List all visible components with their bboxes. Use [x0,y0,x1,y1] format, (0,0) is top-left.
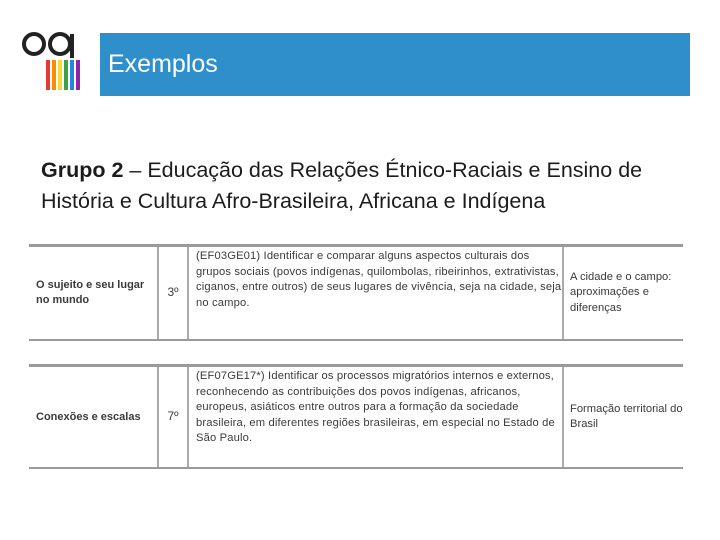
slide-subtitle [41,155,701,217]
theme-cell: O sujeito e seu lugar no mundo [36,279,145,306]
year-cell: 7º [157,367,187,467]
curriculum-table-2 [29,364,683,469]
knowledge-object-cell: Formação territorial do Brasil [562,367,683,467]
knowledge-object-cell: A cidade e o campo: aproximações e diferenças [562,247,683,339]
header-bar [100,33,690,96]
group-description: – Educação das Relações Étnico-Raciais e Ensino de História e Cultura Afro-Brasileira, Africana e Indígena [41,158,643,213]
group-label: Grupo 2 [41,158,124,182]
page-title: Exemplos [108,50,218,78]
year-cell: 3º [157,247,187,339]
skill-cell: (EF07GE17*) Identificar os processos migratórios internos e externos, reconhecendo as contribuições dos povos indígenas, africanos, europeus, asiáticos entre outros para a formação da sociedade brasileira, em diferentes regiões brasileiras, em especial no Estado de São Paulo. [187,367,562,467]
curriculum-table-1 [29,244,683,341]
theme-cell: Conexões e escalas [36,410,141,423]
institution-logo-icon [20,28,84,94]
skill-cell: (EF03GE01) Identificar e comparar alguns aspectos culturais dos grupos sociais (povos indígenas, quilombolas, ribeirinhos, extrativistas, ciganos, entre outros) de seus lugares de vivência, seja na cidade, seja no campo. [187,247,562,339]
